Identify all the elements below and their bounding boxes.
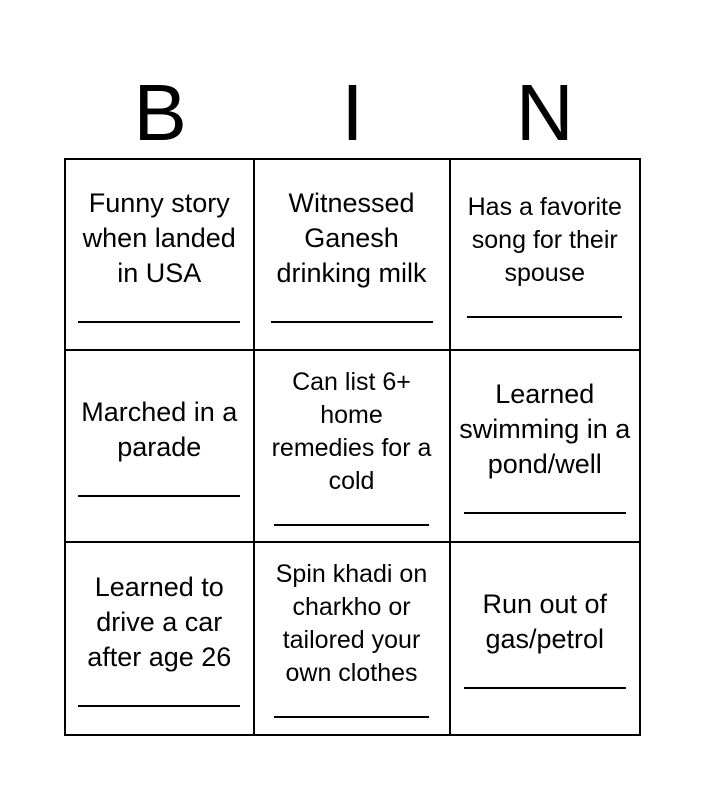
signature-line	[464, 512, 626, 514]
cell-text: Learned to drive a car after age 26	[87, 571, 232, 672]
bingo-grid	[64, 158, 641, 736]
cell-text: Run out of gas/petrol	[482, 589, 608, 655]
signature-line	[467, 316, 622, 318]
signature-line	[271, 321, 433, 323]
bingo-cell[interactable]	[66, 543, 255, 734]
bingo-cell[interactable]	[451, 160, 640, 351]
signature-line	[464, 687, 626, 689]
bingo-cell[interactable]	[255, 543, 451, 734]
cell-text: Can list 6+ home remedies for a cold	[271, 367, 432, 495]
signature-line	[78, 495, 240, 497]
bingo-cell[interactable]	[66, 351, 255, 542]
cell-text: Funny story when landed in USA	[82, 188, 236, 289]
signature-line	[78, 705, 240, 707]
bingo-cell[interactable]	[255, 351, 451, 542]
cell-text: Has a favorite song for their spouse	[467, 193, 622, 288]
cell-text: Marched in a parade	[81, 396, 238, 462]
header-letter-b: B	[133, 68, 187, 157]
bingo-cell[interactable]	[255, 160, 451, 351]
bingo-cell[interactable]	[66, 160, 255, 351]
bingo-cell[interactable]	[451, 543, 640, 734]
bingo-header	[64, 68, 641, 158]
bingo-cell[interactable]	[451, 351, 640, 542]
signature-line	[78, 321, 240, 323]
header-letter-i: I	[341, 68, 364, 157]
signature-line	[274, 524, 429, 526]
header-letter-n: N	[515, 68, 574, 157]
cell-text: Spin khadi on charkho or tailored your own clothes	[275, 560, 428, 688]
signature-line	[274, 716, 429, 718]
cell-text: Witnessed Ganesh drinking milk	[276, 188, 427, 289]
cell-text: Learned swimming in a pond/well	[459, 379, 631, 480]
